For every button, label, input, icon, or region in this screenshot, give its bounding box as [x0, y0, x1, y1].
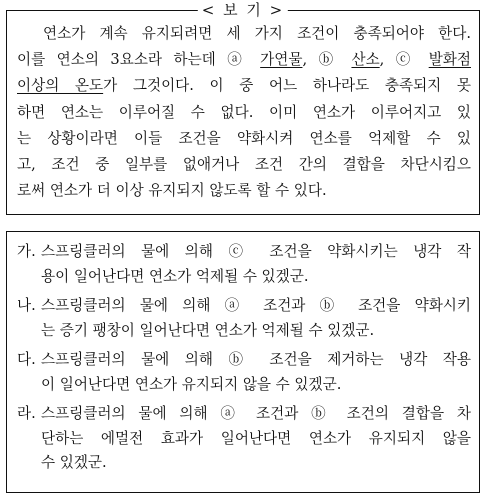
bogi-passage [17, 21, 471, 204]
choice-text [41, 294, 471, 343]
choice-ra[interactable] [17, 402, 471, 476]
choice-line: 스프링클러의 물에 의해 ⓒ 조건을 약화시키는 냉각 작 [41, 243, 471, 260]
bogi-line-1: 연소가 계속 유지되려면 세 가지 조건이 충족되어야 한다. [43, 25, 471, 42]
bogi-line-2 [17, 47, 471, 73]
bogi-line-6: 고, 조건 중 일부를 없애거나 조건 간의 결합을 차단시킴으 [17, 156, 471, 174]
choice-line: 스프링클러의 물에 의해 ⓐ 조건과 ⓑ 조건을 약화시키 [41, 297, 471, 314]
choice-ga[interactable] [17, 240, 471, 289]
choice-line: 단하는 에멀전 효과가 일어난다면 연소가 유지되지 않을 [41, 429, 471, 447]
choice-line: 스프링클러의 물에 의해 ⓐ 조건과 ⓑ 조건의 결합을 차 [41, 405, 471, 422]
choice-line: 이 일어난다면 연소가 유지되지 않을 수 있겠군. [41, 375, 342, 393]
bogi-line-2-text: , ⓒ [379, 51, 429, 69]
condition-a-fuel: 가연물 [260, 51, 303, 69]
choice-na[interactable] [17, 294, 471, 343]
choice-mark: 다. [17, 351, 36, 368]
choice-da[interactable] [17, 348, 471, 397]
bogi-line-4: 하면 연소는 이루어질 수 없다. 이미 연소가 이루어지고 있 [17, 103, 471, 121]
bogi-line-3-text: 가 그것이다. 이 중 어느 하나라도 충족되지 못 [103, 77, 471, 95]
choice-line: 는 증기 팽창이 일어난다면 연소가 억제될 수 있겠군. [41, 321, 375, 339]
choice-text [41, 402, 471, 476]
choice-line: 스프링클러의 물에 의해 ⓑ 조건을 제거하는 냉각 작용 [41, 351, 471, 368]
choice-text [41, 348, 471, 397]
condition-c-temperature: 이상의 온도 [17, 77, 104, 95]
choices-box [6, 231, 480, 493]
bogi-title: < 보 기 > [198, 1, 288, 19]
choice-text [41, 240, 471, 289]
bogi-line-5: 는 상황이라면 이들 조건을 약화시켜 연소를 억제할 수 있 [17, 129, 471, 147]
condition-b-oxygen: 산소 [351, 51, 380, 69]
bogi-line-2-text: , ⓑ [302, 51, 352, 69]
choice-mark: 라. [17, 405, 36, 422]
choice-line: 용이 일어난다면 연소가 억제될 수 있겠군. [41, 267, 309, 285]
choice-mark: 가. [17, 243, 36, 260]
bogi-line-2-text: 이를 연소의 3요소라 하는데 ⓐ [17, 51, 261, 69]
choice-list [17, 240, 471, 481]
choice-mark: 나. [17, 297, 36, 314]
bogi-line-3 [17, 73, 471, 99]
choice-line: 수 있겠군. [41, 454, 107, 471]
bogi-box [6, 1, 480, 215]
condition-c-ignition: 발화점 [428, 51, 471, 69]
bogi-line-7: 로써 연소가 더 이상 유지되지 않도록 할 수 있다. [17, 182, 327, 200]
